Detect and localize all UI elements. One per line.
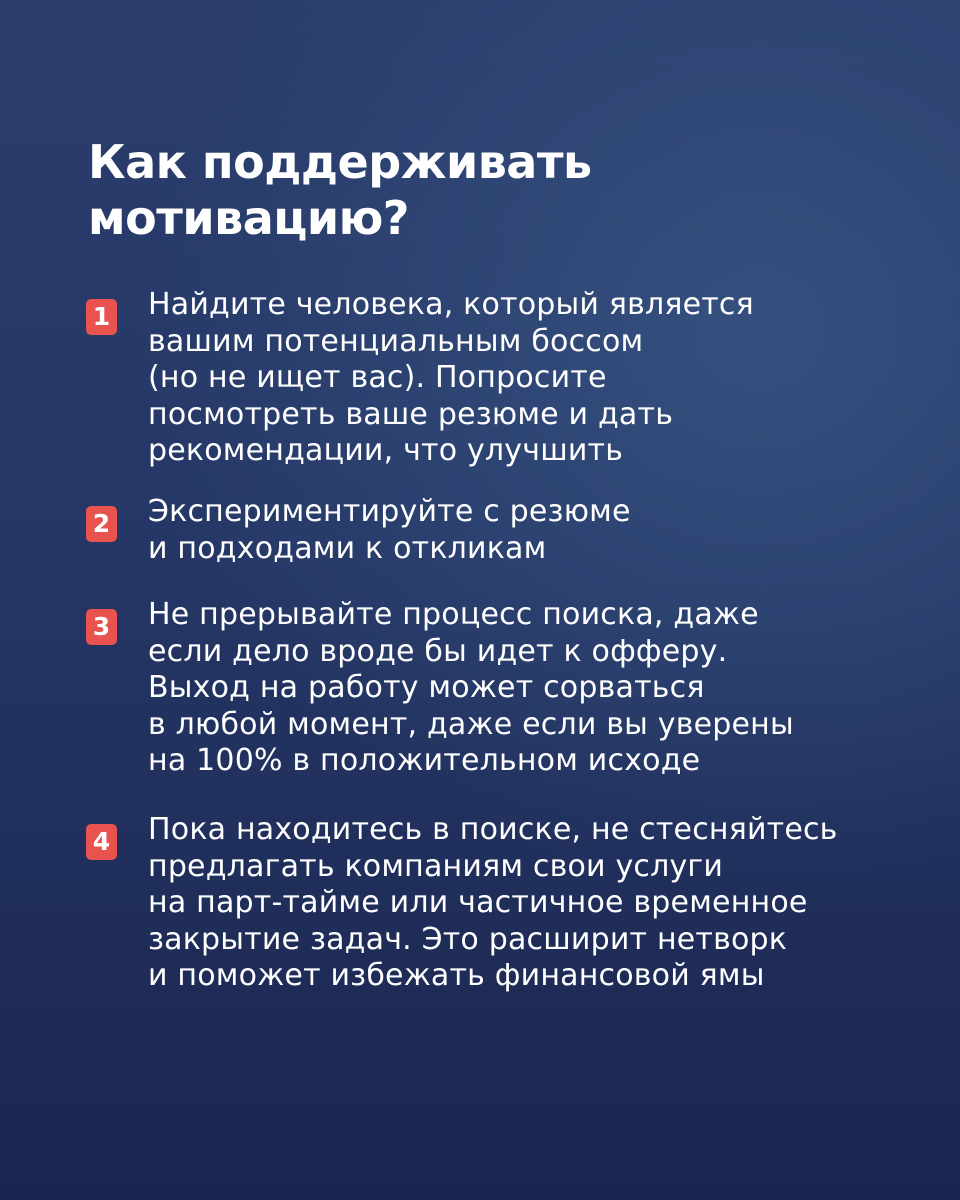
tip-3-line-2: если дело вроде бы идет к офферу.: [148, 633, 728, 669]
tip-1-line-2: вашим потенциальным боссом: [148, 323, 644, 359]
tip-text-3: [148, 597, 908, 780]
number-badge-2: 2: [86, 506, 117, 542]
tip-text-2: [148, 494, 908, 567]
title-line-1: Как поддерживать: [88, 135, 592, 189]
number-badge-1: 1: [86, 299, 117, 335]
tip-4-line-1: Пока находитесь в поиске, не стесняйтесь: [148, 812, 838, 847]
tip-text-4: [148, 812, 908, 995]
tip-4-line-3: на парт-тайме или частичное временное: [148, 885, 808, 920]
number-badge-4: 4: [86, 824, 117, 860]
tip-3-line-1: Не прерывайте процесс поиска, даже: [148, 597, 759, 632]
tip-4-line-5: и поможет избежать финансовой ямы: [148, 958, 765, 993]
tip-text-1: [148, 287, 908, 470]
tip-3-line-3: Выход на работу может сорваться: [148, 670, 705, 705]
tip-1-line-3: (но не ищет вас). Попросите: [148, 360, 607, 395]
tip-4-line-2: предлагать компаниям свои услуги: [148, 848, 724, 884]
tip-1-line-1: Найдите человека, который является: [148, 287, 754, 322]
tip-4-line-4: закрытие задач. Это расширит нетворк: [148, 921, 788, 957]
tip-3-line-5: на 100% в положительном исходе: [148, 743, 701, 778]
tip-2-line-2: и подходами к откликам: [148, 530, 547, 566]
number-badge-3: 3: [86, 609, 117, 645]
tip-3-line-4: в любой момент, даже если вы уверены: [148, 706, 794, 742]
tip-2-line-1: Экспериментируйте с резюме: [148, 494, 631, 529]
tip-1-line-5: рекомендации, что улучшить: [148, 433, 624, 468]
tip-1-line-4: посмотреть ваше резюме и дать: [148, 396, 674, 432]
page-title: [88, 134, 848, 246]
title-line-2: мотивацию?: [88, 191, 409, 245]
